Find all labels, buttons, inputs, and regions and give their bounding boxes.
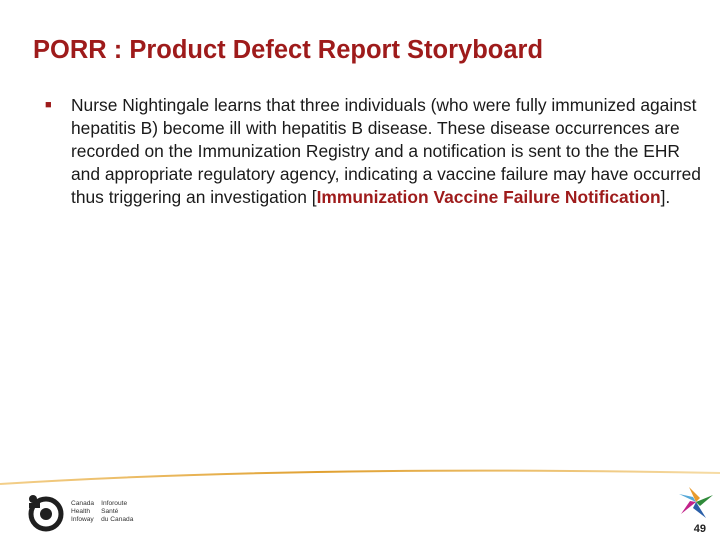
bullet-square-icon: ■ [45,99,52,111]
logo-english-column [71,500,94,524]
logo-line: du Canada [101,516,134,523]
logo-line: Inforoute [101,500,128,507]
logo-french-column [101,500,133,524]
logo-line: Santé [101,508,119,515]
page-number: 49 [693,523,706,535]
footer-swoosh-divider [0,460,720,490]
logo-wordmark [71,500,140,524]
slide-title: PORR : Product Defect Report Storyboard [33,36,544,64]
colorful-star-icon [676,484,716,520]
logo-line: Infoway [71,516,94,523]
logo-line: Health [71,508,91,515]
bullet-text [71,94,701,209]
infoway-logo [24,490,140,534]
logo-line: Canada [71,500,95,507]
bullet-highlight: Immunization Vaccine Failure Notification [316,187,661,207]
bullet-text-main: Nurse Nightingale learns that three individuals (who were fully immunized against hepatitis B) become ill with hepatitis B disease. These disease occurrences are recorded on the Immunization Registry and a notification is sent to the the EHR and appropriate regulatory agency, indicating a vaccine failure may have occurred thus triggering an investigation [ [71,95,701,207]
infoway-emblem-icon [24,490,68,534]
bullet-text-end: ]. [660,187,671,207]
